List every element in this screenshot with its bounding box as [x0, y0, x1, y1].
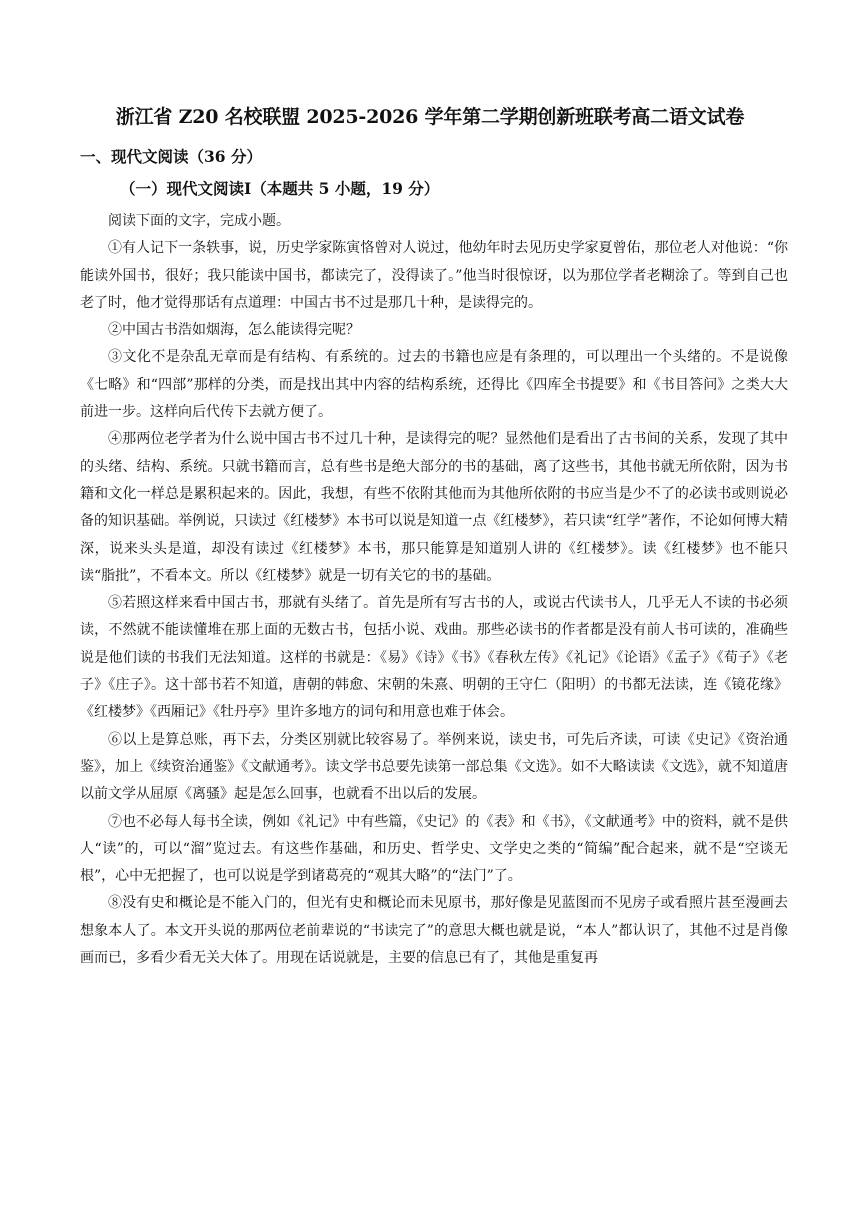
document-title: 浙江省 Z20 名校联盟 2025-2026 学年第二学期创新班联考高二语文试卷: [115, 106, 745, 128]
subsection-heading: （一）现代文阅读Ⅰ（本题共 5 小题，19 分）: [120, 179, 440, 198]
body-paragraph-3: ③文化不是杂乱无章而是有结构、有系统的。过去的书籍也应是有条理的，可以理出一个头绪的。不是说像《七略》和“四部”那样的分类，而是找出其中内容的结构系统，还得比《四库全书提要》和《书目答问》之类大大前进一步。这样向后代传下去就方便了。: [80, 349, 788, 421]
body-paragraph-7: ⑦也不必每人每书全读，例如《礼记》中有些篇，《史记》的《表》和《书》，《文献通考》中的资料，就不是供人“读”的，可以“溜”览过去。有这些作基础，和历史、哲学史、文学史之类的“简编”配合起来，就不是“空谈无根”，心中无把握了，也可以说是学到诸葛亮的“观其大略”的“法门”了。: [80, 813, 788, 885]
instruction-paragraph: 阅读下面的文字，完成小题。: [108, 213, 290, 229]
body-paragraph-5: ⑤若照这样来看中国古书，那就有头绪了。首先是所有写古书的人，或说古代读书人，几乎无人不读的书必须读，不然就不能读懂堆在那上面的无数古书，包括小说、戏曲。那些必读书的作者都是没有前人书可读的，准确些说是他们读的书我们无法知道。这样的书就是：《易》《诗》《书》《春秋左传》《礼记》《论语》《孟子》《荀子》《老子》《庄子》。这十部书若不知道，唐朝的韩愈、宋朝的朱熹、明朝的王守仁（阳明）的书都无法读，连《镜花缘》《红楼梦》《西厢记》《牡丹亭》里许多地方的词句和用意也难于体会。: [80, 595, 788, 721]
body-paragraph-1: ①有人记下一条轶事，说，历史学家陈寅恪曾对人说过，他幼年时去见历史学家夏曾佑，那位老人对他说：“你能读外国书，很好；我只能读中国书，都读完了，没得读了。”他当时很惊讶，以为那位学者老糊涂了。等到自己也老了时，他才觉得那话有点道理：中国古书不过是那几十种，是读得完的。: [80, 240, 788, 311]
section-heading: 一、现代文阅读（36 分）: [80, 147, 262, 166]
body-paragraph-8: ⑧没有史和概论是不能入门的，但光有史和概论而未见原书，那好像是见蓝图而不见房子或看照片甚至漫画去想象本人了。本文开头说的那两位老前辈说的“书读完了”的意思大概也就是说，“本人”都认识了，其他不过是肖像画而已，多看少看无关大体了。用现在话说就是，主要的信息已有了，其他是重复再: [80, 895, 788, 967]
body-paragraph-4: ④那两位老学者为什么说中国古书不过几十种，是读得完的呢？显然他们是看出了古书间的关系，发现了其中的头绪、结构、系统。只就书籍而言，总有些书是绝大部分的书的基础，离了这些书，其他书就无所依附，因为书籍和文化一样总是累积起来的。因此，我想，有些不依附其他而为其他所依附的书应当是少不了的必读书或则说必备的知识基础。举例说，只读过《红楼梦》本书可以说是知道一点《红楼梦》，若只读“红学”著作，不论如何博大精深，说来头头是道，却没有读过《红楼梦》本书，那只能算是知道别人讲的《红楼梦》。读《红楼梦》也不能只读“脂批”，不看本文。所以《红楼梦》就是一切有关它的书的基础。: [80, 431, 788, 584]
body-paragraph-2: ②中国古书浩如烟海，怎么能读得完呢？: [108, 322, 360, 339]
body-paragraph-6: ⑥以上是算总账，再下去，分类区别就比较容易了。举例来说，读史书，可先后齐读，可读《史记》《资治通鉴》，加上《续资治通鉴》《文献通考》。读文学书总要先读第一部总集《文选》。如不大略读读《文选》，就不知道唐以前文学从屈原《离骚》起是怎么回事，也就看不出以后的发展。: [80, 731, 788, 803]
document-page: [80, 104, 788, 972]
